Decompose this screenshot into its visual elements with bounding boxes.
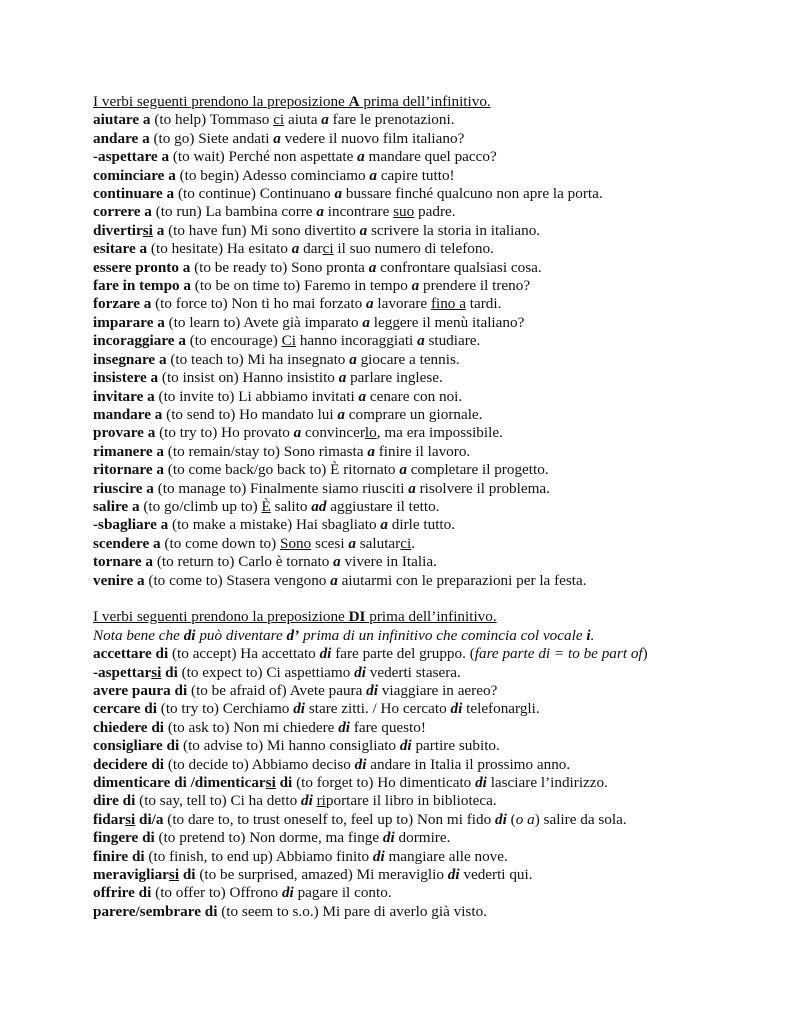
text-run: pagare il conto. [293,884,392,902]
text-run: . [590,626,595,644]
bold-text-run: insistere a [93,369,159,387]
bold-text-run: correre a [93,203,152,221]
bold-text-run: di [354,755,367,773]
bold-text-run: avere paura di [93,681,188,699]
text-run: capire tutto! [377,166,455,184]
text-run: convincer [301,424,365,442]
text-run: (to go/climb up to) [139,497,262,515]
text-run: padre. [414,203,456,221]
bold-text-run: a [357,148,365,166]
text-run: fare questo! [350,718,426,736]
text-run: aiutarmi con le preparazioni per la festa. [337,571,587,589]
bold-text-run: esitare a [93,240,148,258]
text-run: prendere il treno? [419,277,531,295]
section-di-verb-list [93,645,743,921]
text-run: (to dare to, to trust oneself to, feel up to) Non mi fido [163,810,496,828]
text-run: (to try to) Cerchiamo [156,700,294,718]
text-run: ) salire da sola. [534,810,627,828]
text-run: prima dell’infinitivo. [365,608,497,626]
section-a-verb-entry [93,572,743,590]
bold-text-run: di [354,663,366,681]
bold-text-run: si [151,663,162,681]
text-run: mangiare alle nove. [384,847,508,865]
bold-text-run: a [338,369,347,387]
bold-text-run: di [366,681,378,699]
text-run: (to go) Siete andati [149,129,274,147]
text-run: (to hesitate) Ha esitato [147,240,292,258]
text-run: studiare. [424,332,481,350]
bold-text-run: incoraggiare a [93,332,186,350]
bold-text-run: accettare di [93,645,169,663]
text-run: (to come down to) [160,534,280,552]
text-run: (to learn to) Avete già imparato [164,313,363,331]
bold-text-run: aiutare a [93,111,151,129]
text-run: (to come back/go back to) È ritornato [164,461,400,479]
text-run: (to be surprised, amazed) Mi meraviglio [195,866,448,884]
text-run: vederti stasera. [365,663,461,681]
bold-text-run: -aspettare a [93,148,170,166]
bold-text-run: imparare a [93,313,165,331]
text-run: dar [299,240,323,258]
text-run: (to offer to) Offrono [151,884,282,902]
bold-text-run: ad [311,497,327,515]
text-run: vivere in Italia. [340,553,437,571]
section-spacer [93,590,743,608]
bold-text-run: a [359,221,368,239]
text-run: (to begin) Adesso cominciamo [175,166,370,184]
bold-text-run: venire a [93,571,145,589]
section-a-verb-entry [93,295,743,313]
bold-text-run: DI [348,608,366,626]
text-run: (to force to) Non ti ho mai forzato [151,295,366,313]
bold-text-run: insegnare a [93,350,167,368]
bold-text-run: di [399,737,412,755]
text-run: (to advise to) Mi hanno consigliato [179,737,400,755]
text-run: comprare un giornale. [345,405,483,423]
section-a-verb-entry [93,443,743,461]
text-run: I verbi seguenti prendono la preposizione [93,608,349,626]
bold-text-run: fingere di [93,829,155,847]
text-run: lasciare l’indirizzo. [486,774,608,792]
bold-text-run: ritornare a [93,461,164,479]
text-run: È [261,497,271,515]
text-run: dirle tutto. [387,516,456,534]
bold-text-run: riuscire a [93,479,154,497]
text-run: . [411,534,415,552]
bold-text-run: si [265,774,276,792]
text-run: (to accept) Ha accettato [168,645,320,663]
section-a-verb-entry [93,461,743,479]
section-di-verb-entry [93,737,743,755]
section-a-verb-entry [93,130,743,148]
bold-text-run: a [369,166,378,184]
bold-text-run: a [334,185,343,203]
text-run: (to remain/stay to) Sono rimasta [164,442,368,460]
bold-text-run: fare in tempo a [93,277,191,295]
text-run: Sono [280,534,312,552]
text-run: , ma era impossibile. [376,424,503,442]
section-a-verb-entry [93,388,743,406]
bold-text-run: meravigliar [93,866,169,884]
bold-text-run: invitare a [93,387,155,405]
bold-text-run: a [337,405,345,423]
bold-text-run: decidere di [93,755,165,773]
bold-text-run: a [408,479,416,497]
bold-text-run: a [368,258,377,276]
text-run: ci [322,240,334,258]
bold-text-run: di [338,718,351,736]
bold-text-run: di [450,700,463,718]
text-run: (to be afraid of) Avete paura [187,681,367,699]
text-run: (to make a mistake) Hai sbagliato [168,516,381,534]
bold-text-run: di/a [135,810,164,828]
text-run: (to run) La bambina corre [151,203,317,221]
text-run: (to return to) Carlo è tornato [153,553,334,571]
section-a-verb-entry [93,222,743,240]
bold-text-run: di [281,884,294,902]
section-a-heading [93,93,743,111]
text-run: completare il progetto. [406,461,549,479]
text-run: (to ask to) Non mi chiedere [164,718,339,736]
section-a-verb-entry [93,535,743,553]
text-run: fare parte del gruppo. ( [331,645,475,663]
section-a-verb-entry [93,167,743,185]
text-run: (to come to) Stasera vengono [144,571,331,589]
bold-text-run: a [330,571,338,589]
bold-text-run: tornare a [93,553,154,571]
bold-text-run: chiedere di [93,718,165,736]
section-a-verb-entry [93,277,743,295]
text-run: (to have fun) Mi sono divertito [164,221,360,239]
text-run: cenare con noi. [366,387,463,405]
text-run: (to encourage) [185,332,282,350]
text-run: suo [393,203,415,221]
text-run: (to expect to) Ci aspettiamo [177,663,355,681]
bold-text-run: a [358,387,367,405]
text-run: salito [270,497,312,515]
section-di-verb-entry [93,903,743,921]
bold-text-run: andare a [93,129,150,147]
bold-text-run: dire di [93,792,136,810]
text-run: (to send to) Ho mandato lui [162,405,338,423]
bold-text-run: a [291,240,300,258]
section-a-verb-entry [93,240,743,258]
section-a-verb-entry [93,314,743,332]
bold-text-run: finire di [93,847,145,865]
bold-text-run: cominciare a [93,166,176,184]
section-di-note [93,627,743,645]
bold-text-run: offrire di [93,884,152,902]
section-di-verb-entry [93,756,743,774]
bold-text-run: di [372,847,385,865]
text-run: leggere il menù italiano? [369,313,525,331]
bold-text-run: divertir [93,221,143,239]
text-run: stare zitti. / Ho cercato [305,700,451,718]
section-di-verb-entry [93,645,743,663]
bold-text-run: di [319,645,332,663]
bold-text-run: a [380,516,388,534]
bold-text-run: di [183,626,196,644]
text-run: risolvere il problema. [415,479,550,497]
text-run: Ci [281,332,297,350]
section-di-verb-entry [93,866,743,884]
section-a-verb-entry [93,259,743,277]
bold-text-run: di [382,829,395,847]
bold-text-run: A [348,93,360,110]
text-run: incontrare [323,203,394,221]
text-run: fino a [430,295,466,313]
section-a-verb-entry [93,185,743,203]
text-run: (to decide to) Abbiamo deciso [164,755,355,773]
text-run: ci [273,111,285,129]
text-run: portare il libro in biblioteca. [325,792,497,810]
section-di-verb-entry [93,811,743,829]
text-run: (to seem to s.o.) Mi pare di averlo già visto. [217,902,487,920]
text-run: (to continue) Continuano [174,185,335,203]
text-run: tardi. [465,295,502,313]
bold-text-run: di [293,700,306,718]
bold-text-run: di [300,792,313,810]
section-a-verb-entry [93,516,743,534]
bold-text-run: a [152,221,165,239]
text-run: aiuta [284,111,322,129]
text-run: dormire. [394,829,451,847]
text-run: ri [316,792,326,810]
section-a-verb-entry [93,498,743,516]
text-run: scrivere la storia in italiano. [367,221,541,239]
text-run: (to insist on) Hanno insistito [158,369,339,387]
text-run: prima dell’infinitivo. [359,93,491,110]
text-run: lo [364,424,377,442]
text-run: hanno incoraggiati [296,332,418,350]
text-run: può diventare [195,626,287,644]
section-a-verb-entry [93,111,743,129]
text-run: confrontare qualsiasi cosa. [376,258,542,276]
text-run: vedere il nuovo film italiano? [280,129,465,147]
text-run: (to say, tell to) Ci ha detto [135,792,301,810]
section-di-verb-entry [93,682,743,700]
bold-text-run: di [275,774,293,792]
text-run: fare parte di = to be part of [474,645,643,663]
section-di-verb-entry [93,719,743,737]
bold-text-run: dimenticare di /dimenticar [93,774,266,792]
bold-text-run: di [495,810,507,828]
bold-text-run: cercare di [93,700,157,718]
bold-text-run: d’ [286,626,300,644]
text-run: (to invite to) Li abbiamo invitati [154,387,359,405]
section-a-verb-entry [93,480,743,498]
text-run: il suo numero di telefono. [333,240,494,258]
section-di-heading [93,608,743,626]
section-di-verb-entry [93,829,743,847]
text-run: prima di un infinitivo che comincia col vocale [299,626,587,644]
bold-text-run: a [411,277,420,295]
text-run: partire subito. [411,737,500,755]
bold-text-run: di [447,866,460,884]
bold-text-run: di [161,663,178,681]
text-run: (to pretend to) Non dorme, ma finge [154,829,383,847]
text-run: ( [506,810,516,828]
section-a-verb-entry [93,553,743,571]
text-run: vederti qui. [459,866,533,884]
text-run: (to finish, to end up) Abbiamo finito [144,847,373,865]
text-run: telefonargli. [462,700,540,718]
section-a-verb-list [93,111,743,590]
bold-text-run: a [367,442,375,460]
text-run: (to wait) Perché non aspettate [169,148,358,166]
bold-text-run: a [366,295,374,313]
bold-text-run: mandare a [93,405,163,423]
document-page [93,93,743,921]
text-run: aggiustare il tetto. [326,497,440,515]
text-run: bussare finché qualcuno non apre la porta. [342,185,603,203]
text-run: parlare inglese. [346,369,443,387]
bold-text-run: di [179,866,196,884]
bold-text-run: a [399,461,407,479]
bold-text-run: -sbagliare a [93,516,169,534]
section-a-verb-entry [93,148,743,166]
bold-text-run: si [142,221,153,239]
section-a-verb-entry [93,203,743,221]
text-run: lavorare [373,295,431,313]
bold-text-run: a [333,553,341,571]
text-run: (to manage to) Finalmente siamo riusciti [153,479,409,497]
bold-text-run: i [586,626,591,644]
section-di-verb-entry [93,700,743,718]
text-run: (to forget to) Ho dimenticato [292,774,476,792]
bold-text-run: forzare a [93,295,152,313]
section-di-verb-entry [93,848,743,866]
bold-text-run: a [321,111,329,129]
bold-text-run: a [362,313,370,331]
bold-text-run: continuare a [93,185,175,203]
text-run: (to try to) Ho provato [155,424,294,442]
text-run: andare in Italia il prossimo anno. [366,755,571,773]
text-run: o a [515,810,535,828]
bold-text-run: a [316,203,324,221]
bold-text-run: rimanere a [93,442,164,460]
text-run: I verbi seguenti prendono la preposizione [93,93,349,110]
section-a-verb-entry [93,406,743,424]
text-run: (to help) Tommaso [150,111,274,129]
bold-text-run: si [125,810,136,828]
bold-text-run: provare a [93,424,156,442]
text-run: viaggiare in aereo? [377,681,498,699]
text-run: Nota bene che [93,626,184,644]
bold-text-run: salire a [93,497,140,515]
bold-text-run: parere/sembrare di [93,902,218,920]
text-run: (to be on time to) Faremo in tempo [191,277,412,295]
bold-text-run: di [475,774,487,792]
section-a-verb-entry [93,351,743,369]
text-run: (to teach to) Mi ha insegnato [166,350,350,368]
bold-text-run: a [349,350,357,368]
bold-text-run: consigliare di [93,737,180,755]
text-run: mandare quel pacco? [364,148,497,166]
bold-text-run: a [273,129,281,147]
text-run: finire il lavoro. [374,442,471,460]
text-run: salutar [355,534,401,552]
bold-text-run: scendere a [93,534,161,552]
text-run: scesi [311,534,349,552]
text-run: ) [642,645,648,663]
bold-text-run: a [417,332,425,350]
bold-text-run: essere pronto a [93,258,191,276]
section-di-verb-entry [93,884,743,902]
bold-text-run: fidar [93,810,126,828]
text-run: giocare a tennis. [356,350,460,368]
text-run: (to be ready to) Sono pronta [190,258,369,276]
section-a-verb-entry [93,424,743,442]
bold-text-run: -aspettar [93,663,152,681]
section-a-verb-entry [93,332,743,350]
section-di-verb-entry [93,774,743,792]
bold-text-run: si [168,866,180,884]
bold-text-run: a [293,424,302,442]
section-di-verb-entry [93,664,743,682]
section-a-verb-entry [93,369,743,387]
section-di-verb-entry [93,792,743,810]
text-run: ci [400,534,412,552]
bold-text-run: a [348,534,356,552]
text-run: fare le prenotazioni. [328,111,455,129]
